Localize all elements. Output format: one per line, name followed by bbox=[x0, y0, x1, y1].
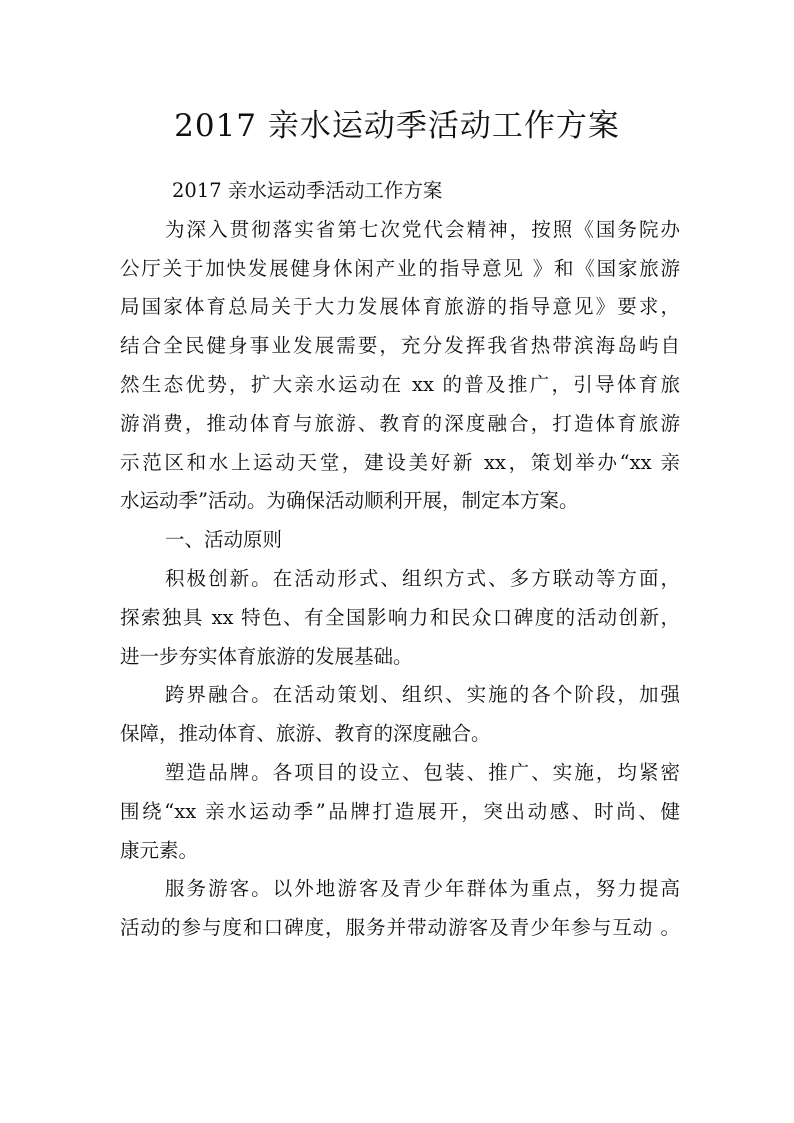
paragraph-line: 水运动季”活动。为确保活动顺利开展，制定本方案。 bbox=[120, 489, 579, 513]
paragraph-line: 围绕“xx 亲水运动季”品牌打造展开，突出动感、时尚、健 bbox=[120, 799, 680, 823]
paragraph-line: 积极创新。在活动形式、组织方式、多方联动等方面， bbox=[165, 566, 680, 590]
paragraph-innovation bbox=[120, 560, 680, 676]
document-subtitle: 2017 亲水运动季活动工作方案 bbox=[172, 179, 443, 202]
paragraph-line: 然生态优势，扩大亲水运动在 xx 的普及推广，引导体育旅 bbox=[120, 372, 680, 396]
paragraph-line: 活动的参与度和口碑度，服务并带动游客及青少年参与互动 。 bbox=[120, 916, 680, 940]
document-title: 2017 亲水运动季活动工作方案 bbox=[174, 108, 620, 144]
paragraph-line: 服务游客。以外地游客及青少年群体为重点，努力提高 bbox=[165, 877, 680, 901]
paragraph-line: 进一步夯实体育旅游的发展基础。 bbox=[120, 644, 413, 668]
paragraph-branding bbox=[120, 754, 680, 870]
paragraph-line: 公厅关于加快发展健身休闲产业的指导意见 》和《国家旅游 bbox=[120, 256, 680, 280]
paragraph-line: 康元素。 bbox=[120, 838, 199, 862]
paragraph-line: 游消费，推动体育与旅游、教育的深度融合，打造体育旅游 bbox=[120, 411, 680, 435]
paragraph-line: 示范区和水上运动天堂，建设美好新 xx，策划举办“xx 亲 bbox=[120, 450, 680, 474]
paragraph-service bbox=[120, 870, 680, 948]
paragraph-line: 塑造品牌。各项目的设立、包装、推广、实施，均紧密 bbox=[165, 760, 680, 784]
paragraph-line: 局国家体育总局关于大力发展体育旅游的指导意见》要求， bbox=[120, 295, 680, 319]
paragraph-intro bbox=[120, 211, 680, 521]
paragraph-line: 探索独具 xx 特色、有全国影响力和民众口碑度的活动创新， bbox=[120, 605, 680, 629]
paragraph-line: 保障，推动体育、旅游、教育的深度融合。 bbox=[120, 722, 491, 746]
document-body bbox=[120, 172, 680, 948]
paragraph-integration bbox=[120, 676, 680, 754]
paragraph-line: 为深入贯彻落实省第七次党代会精神，按照《国务院办 bbox=[165, 217, 680, 241]
paragraph-line: 跨界融合。在活动策划、组织、实施的各个阶段，加强 bbox=[165, 683, 680, 707]
section-heading: 一、活动原则 bbox=[165, 528, 283, 552]
paragraph-line: 结合全民健身事业发展需要，充分发挥我省热带滨海岛屿自 bbox=[120, 334, 680, 358]
